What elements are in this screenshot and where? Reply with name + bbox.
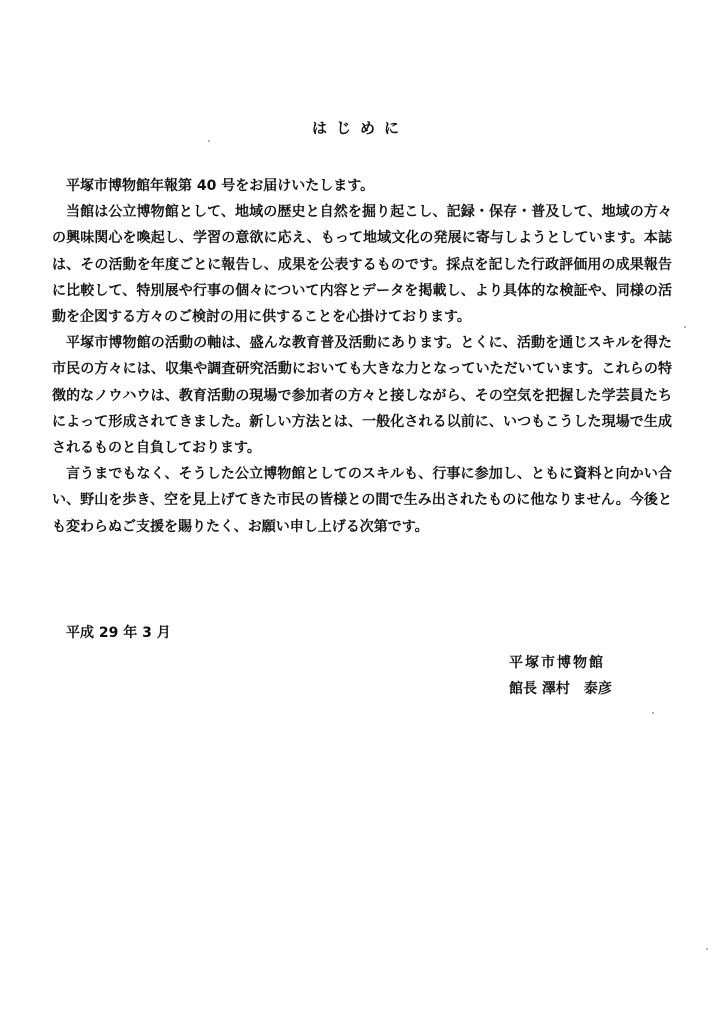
paragraph-closing: 言うまでもなく、そうした公立博物館としてのスキルも、行事に参加し、ともに資料と向かい合い、野山を歩き、空を見上げてきた市民の皆様との間で生み出されたものに他なりません。今後とも変わらぬご支援を賜りたく、お願い申し上げる次第です。 (52, 466, 672, 535)
signature-director: 館長 澤村 泰彦 (509, 681, 612, 697)
document-date: 平成 29 年 3 月 (66, 625, 171, 641)
scan-speck (208, 140, 210, 142)
scan-speck (706, 948, 708, 950)
document-body (52, 173, 672, 540)
scan-speck (684, 326, 686, 328)
signature-block (509, 650, 612, 702)
paragraph-mission: 当館は公立博物館として、地域の歴史と自然を掘り起こし、記録・保存・普及して、地域の方々の興味関心を喚起し、学習の意欲に応え、もって地域文化の発展に寄与しようとしています。本誌は、その活動を年度ごとに報告し、成果を公表するものです。採点を記した行政評価用の成果報告に比較して、特別展や行事の個々について内容とデータを掲載し、より具体的な検証や、同様の活動を企図する方々のご検討の用に供することを心掛けております。 (52, 204, 672, 326)
scan-speck (652, 712, 654, 714)
paragraph-activities: 平塚市博物館の活動の軸は、盛んな教育普及活動にあります。とくに、活動を通じスキルを得た市民の方々には、収集や調査研究活動においても大きな力となっていただいています。これらの特徴的なノウハウは、教育活動の現場で参加者の方々と接しながら、その空気を把握した学芸員たちによって形成されてきました。新しい方法とは、一般化される以前に、いつもこうした現場で生成されるものと自負しております。 (52, 335, 672, 457)
paragraph-intro: 平塚市博物館年報第 40 号をお届けいたします。 (66, 178, 375, 194)
signature-organization: 平塚市博物館 (509, 655, 605, 671)
document-title: はじめに (311, 119, 408, 137)
